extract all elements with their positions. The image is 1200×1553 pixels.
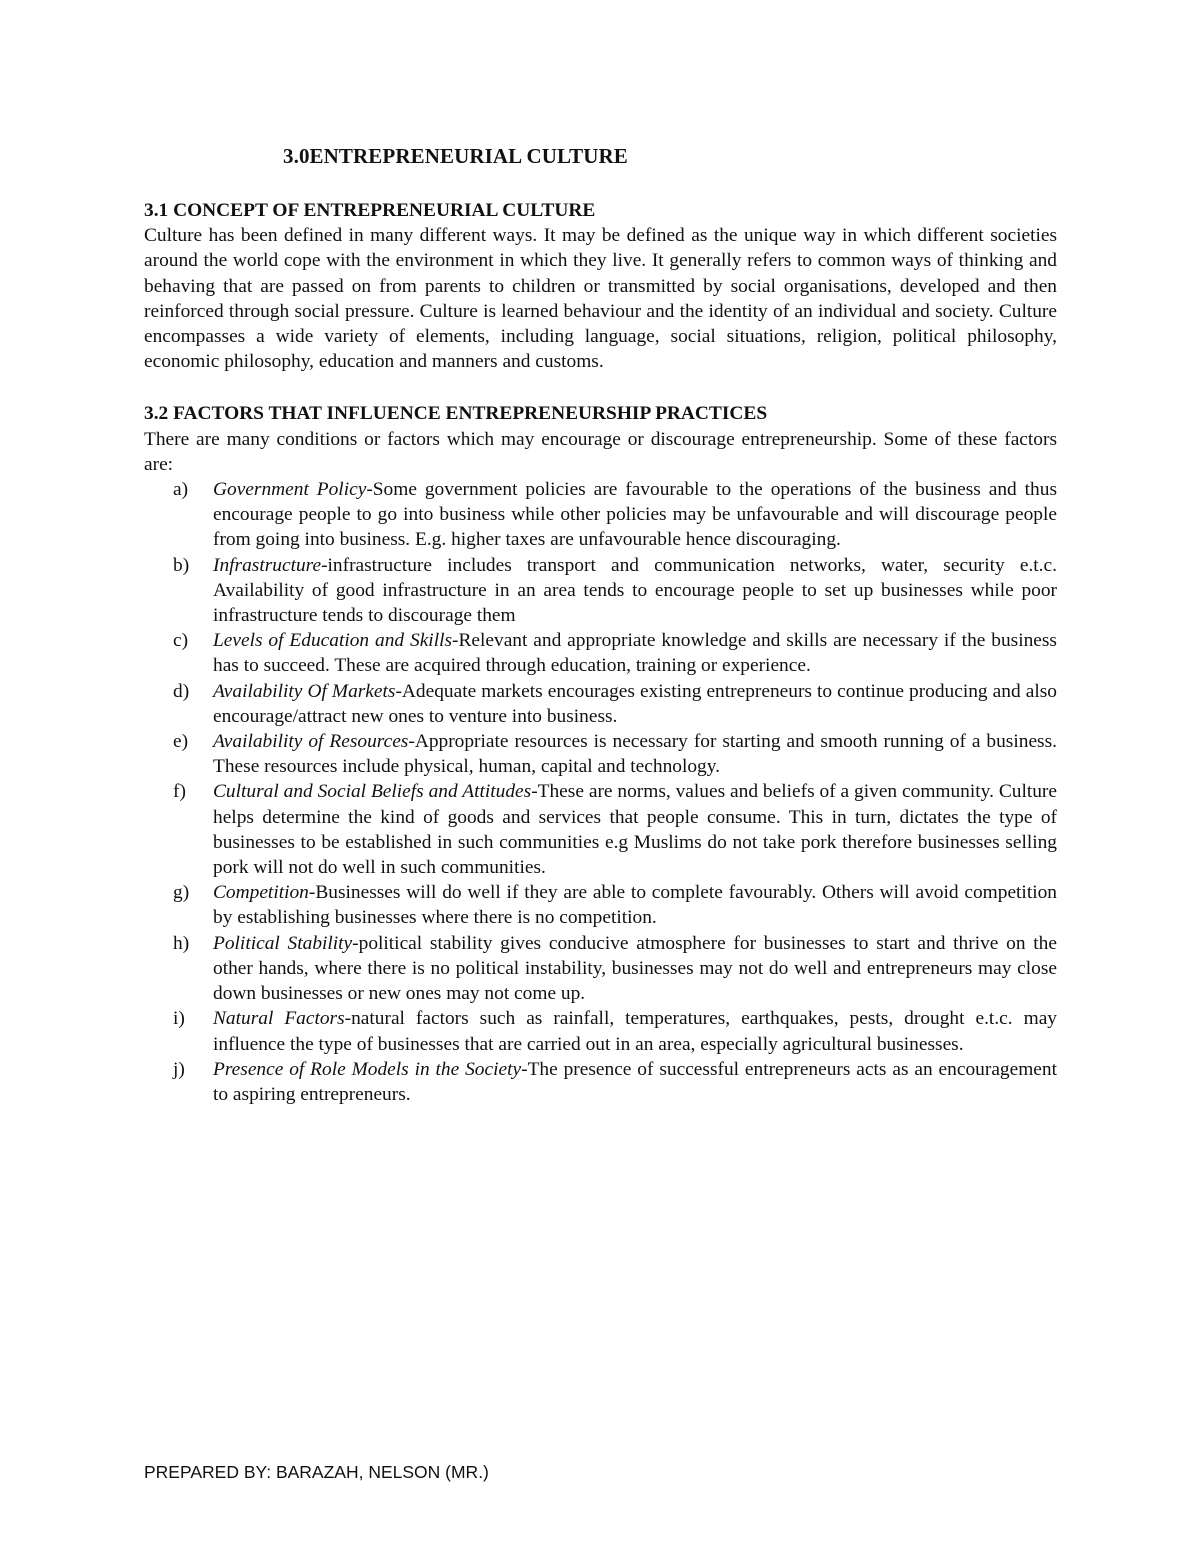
list-marker: a) <box>173 479 189 501</box>
list-item <box>144 628 1057 678</box>
factor-description: -Businesses will do well if they are able to complete favourably. Others will avoid competition by establishing businesses where there is no competition. <box>213 882 1057 929</box>
page-footer: PREPARED BY: BARAZAH, NELSON (MR.) <box>144 1462 489 1482</box>
section-factors <box>144 401 1057 1107</box>
list-marker: g) <box>173 882 190 904</box>
factor-list <box>144 477 1057 1107</box>
list-item <box>144 1006 1057 1056</box>
factor-term: Competition <box>213 882 309 904</box>
list-item <box>144 679 1057 729</box>
factor-description: -These are norms, values and beliefs of a given community. Culture helps determine the kind of goods and services that people consume. This in turn, dictates the type of businesses to be established in such communities e.g Muslims do not take pork therefore businesses selling pork will not do well in such communities. <box>213 781 1057 879</box>
document-body <box>144 198 1057 1107</box>
list-item <box>144 880 1057 930</box>
list-item <box>144 477 1057 553</box>
list-marker: b) <box>173 554 190 576</box>
factor-description: -Some government policies are favourable to the operations of the business and thus encourage people to go into business while other policies may be unfavourable and will discourage people from going into business. E.g. higher taxes are unfavourable hence discouraging. <box>213 479 1057 551</box>
list-marker: j) <box>173 1058 185 1080</box>
list-marker: d) <box>173 680 190 702</box>
factor-description: -political stability gives conducive atmosphere for businesses to start and thrive on the other hands, where there is no political instability, businesses may not do well and entrepreneurs may close down businesses or new ones may not come up. <box>213 932 1057 1005</box>
list-item <box>144 779 1057 880</box>
section-heading-concept: 3.1 CONCEPT OF ENTREPRENEURIAL CULTURE <box>144 200 596 221</box>
list-item <box>144 931 1057 1007</box>
factor-term: Presence of Role Models in the Society <box>213 1058 522 1080</box>
factor-term: Political Stability <box>213 932 353 954</box>
page-title: 3.0ENTREPRENEURIAL CULTURE <box>283 144 628 168</box>
factor-term: Availability of Resources <box>213 731 409 753</box>
list-item <box>144 729 1057 779</box>
factor-description: -natural factors such as rainfall, temperatures, earthquakes, pests, drought e.t.c. may influence the type of businesses that are carried out in an area, especially agricultural businesses. <box>213 1008 1057 1055</box>
list-item <box>144 1057 1057 1107</box>
factor-description: -The presence of successful entrepreneurs acts as an encouragement to aspiring entrepreneurs. <box>213 1058 1057 1105</box>
list-marker: c) <box>173 630 189 652</box>
factor-term: Natural Factors <box>213 1008 345 1030</box>
section-concept <box>144 198 1057 374</box>
factor-description: -infrastructure includes transport and communication networks, water, security e.t.c. Availability of good infrastructure in an area tends to encourage people to set up businesses while poor infrastructure tends to discourage them <box>213 554 1057 627</box>
factor-description: -Relevant and appropriate knowledge and skills are necessary if the business has to succeed. These are acquired through education, training or experience. <box>213 630 1057 677</box>
factor-term: Levels of Education and Skills <box>213 630 453 652</box>
factor-term: Availability Of Markets <box>213 680 396 702</box>
section-heading-factors: 3.2 FACTORS THAT INFLUENCE ENTREPRENEURSHIP PRACTICES <box>144 403 768 425</box>
concept-paragraph: Culture has been defined in many different ways. It may be defined as the unique way in which different societies around the world cope with the environment in which they live. It generally refers to common ways of thinking and behaving that are passed on from parents to children or transmitted by social organisations, developed and then reinforced through social pressure. Culture is learned behaviour and the identity of an individual and society. Culture encompasses a wide variety of elements, including language, social situations, religion, political philosophy, economic philosophy, education and manners and customs. <box>144 225 1057 373</box>
factor-term: Cultural and Social Beliefs and Attitudes <box>213 781 532 803</box>
list-marker: h) <box>173 932 190 954</box>
factor-term: Infrastructure <box>213 554 322 576</box>
factor-description: -Appropriate resources is necessary for starting and smooth running of a business. These resources include physical, human, capital and technology. <box>213 731 1057 778</box>
factor-description: -Adequate markets encourages existing entrepreneurs to continue producing and also encourage/attract new ones to venture into business. <box>213 680 1057 727</box>
list-marker: f) <box>173 781 186 803</box>
list-item <box>144 553 1057 629</box>
factors-intro-paragraph: There are many conditions or factors which may encourage or discourage entrepreneurship. Some of these factors are: <box>144 428 1057 475</box>
list-marker: e) <box>173 731 189 753</box>
factor-term: Government Policy <box>213 479 367 501</box>
list-marker: i) <box>173 1008 185 1030</box>
